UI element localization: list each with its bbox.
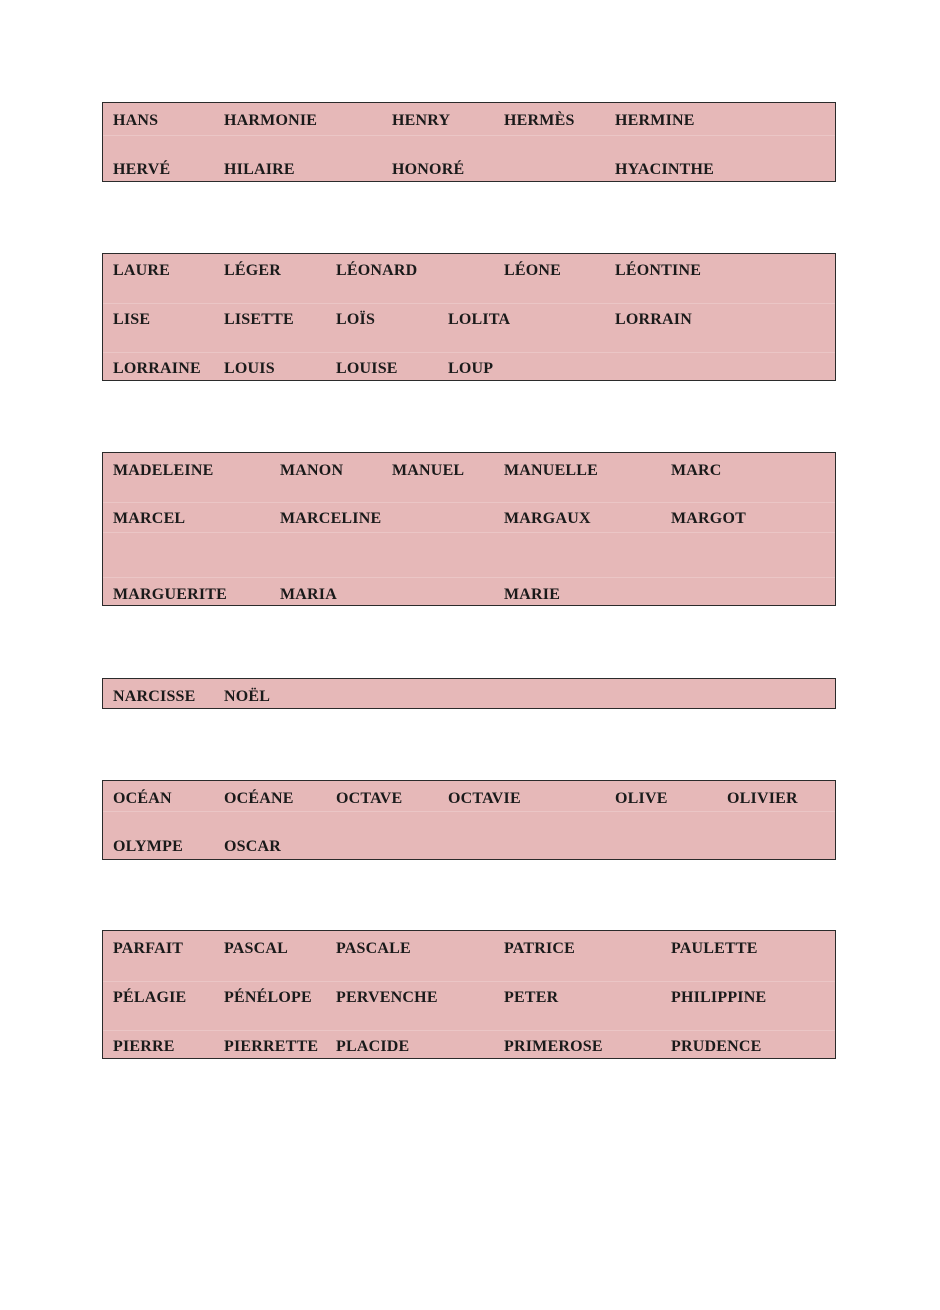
name-cell: LORRAINE <box>113 360 201 377</box>
name-cell: MARC <box>671 462 722 479</box>
name-cell: LISETTE <box>224 311 294 328</box>
name-row <box>103 581 835 611</box>
name-cell: MARGAUX <box>504 510 591 527</box>
name-row <box>103 257 835 287</box>
name-cell: MANON <box>280 462 344 479</box>
name-cell: HERMINE <box>615 112 695 129</box>
name-cell: MARIE <box>504 586 561 603</box>
name-cell: PAULETTE <box>671 940 758 957</box>
name-cell: LOUP <box>448 360 494 377</box>
name-cell: NOËL <box>224 688 271 705</box>
name-cell: LOUISE <box>336 360 398 377</box>
name-cell: PIERRETTE <box>224 1038 319 1055</box>
name-cell: MARIA <box>280 586 337 603</box>
name-cell: LÉGER <box>224 262 282 279</box>
name-row <box>103 355 835 385</box>
name-row <box>103 1033 835 1063</box>
row-divider <box>103 352 835 353</box>
name-cell: LORRAIN <box>615 311 692 328</box>
name-cell: LÉONTINE <box>615 262 702 279</box>
name-group-n <box>102 678 836 709</box>
name-row <box>103 505 835 535</box>
name-cell: MARCEL <box>113 510 186 527</box>
name-cell: HENRY <box>392 112 451 129</box>
name-cell: LÉONARD <box>336 262 418 279</box>
name-cell: OCTAVIE <box>448 790 521 807</box>
name-cell: LISE <box>113 311 151 328</box>
name-cell: OLYMPE <box>113 838 183 855</box>
row-divider <box>103 502 835 503</box>
name-cell: MARCELINE <box>280 510 382 527</box>
name-cell: LOÏS <box>336 311 376 328</box>
name-group-h <box>102 102 836 182</box>
name-cell: NARCISSE <box>113 688 196 705</box>
name-row <box>103 984 835 1014</box>
name-cell: PRIMEROSE <box>504 1038 603 1055</box>
name-cell: PASCAL <box>224 940 289 957</box>
row-divider <box>103 1030 835 1031</box>
name-cell: HONORÉ <box>392 161 465 178</box>
name-cell: HANS <box>113 112 159 129</box>
name-row <box>103 156 835 186</box>
name-row <box>103 107 835 137</box>
row-divider <box>103 135 835 136</box>
name-cell: LAURE <box>113 262 171 279</box>
name-cell: HILAIRE <box>224 161 295 178</box>
name-cell: LOUIS <box>224 360 275 377</box>
name-cell: OSCAR <box>224 838 282 855</box>
name-cell: MADELEINE <box>113 462 214 479</box>
name-row <box>103 683 835 713</box>
name-cell: OLIVIER <box>727 790 798 807</box>
row-divider <box>103 532 835 533</box>
name-cell: HERMÈS <box>504 112 575 129</box>
name-cell: PATRICE <box>504 940 576 957</box>
name-cell: PRUDENCE <box>671 1038 762 1055</box>
name-cell: MARGUERITE <box>113 586 228 603</box>
name-cell: LÉONE <box>504 262 562 279</box>
name-cell: PHILIPPINE <box>671 989 767 1006</box>
name-group-o <box>102 780 836 860</box>
name-cell: HARMONIE <box>224 112 318 129</box>
name-group-p <box>102 930 836 1059</box>
name-cell: MANUELLE <box>504 462 599 479</box>
name-cell: HERVÉ <box>113 161 171 178</box>
name-cell: PIERRE <box>113 1038 175 1055</box>
name-cell: HYACINTHE <box>615 161 715 178</box>
name-row <box>103 306 835 336</box>
name-cell: PASCALE <box>336 940 411 957</box>
name-cell: MARGOT <box>671 510 746 527</box>
name-cell: PERVENCHE <box>336 989 438 1006</box>
name-cell: LOLITA <box>448 311 511 328</box>
row-divider <box>103 811 835 812</box>
row-divider <box>103 303 835 304</box>
name-cell: PARFAIT <box>113 940 184 957</box>
name-cell: OLIVE <box>615 790 668 807</box>
name-row <box>103 935 835 965</box>
name-cell: OCÉAN <box>113 790 172 807</box>
name-row <box>103 457 835 487</box>
row-divider <box>103 981 835 982</box>
name-row <box>103 833 835 863</box>
name-cell: PLACIDE <box>336 1038 410 1055</box>
name-cell: OCTAVE <box>336 790 403 807</box>
name-cell: PÉNÉLOPE <box>224 989 312 1006</box>
row-divider <box>103 577 835 578</box>
name-group-m <box>102 452 836 606</box>
name-cell: MANUEL <box>392 462 465 479</box>
name-cell: PETER <box>504 989 559 1006</box>
name-cell: OCÉANE <box>224 790 294 807</box>
name-cell: PÉLAGIE <box>113 989 187 1006</box>
name-group-l <box>102 253 836 381</box>
